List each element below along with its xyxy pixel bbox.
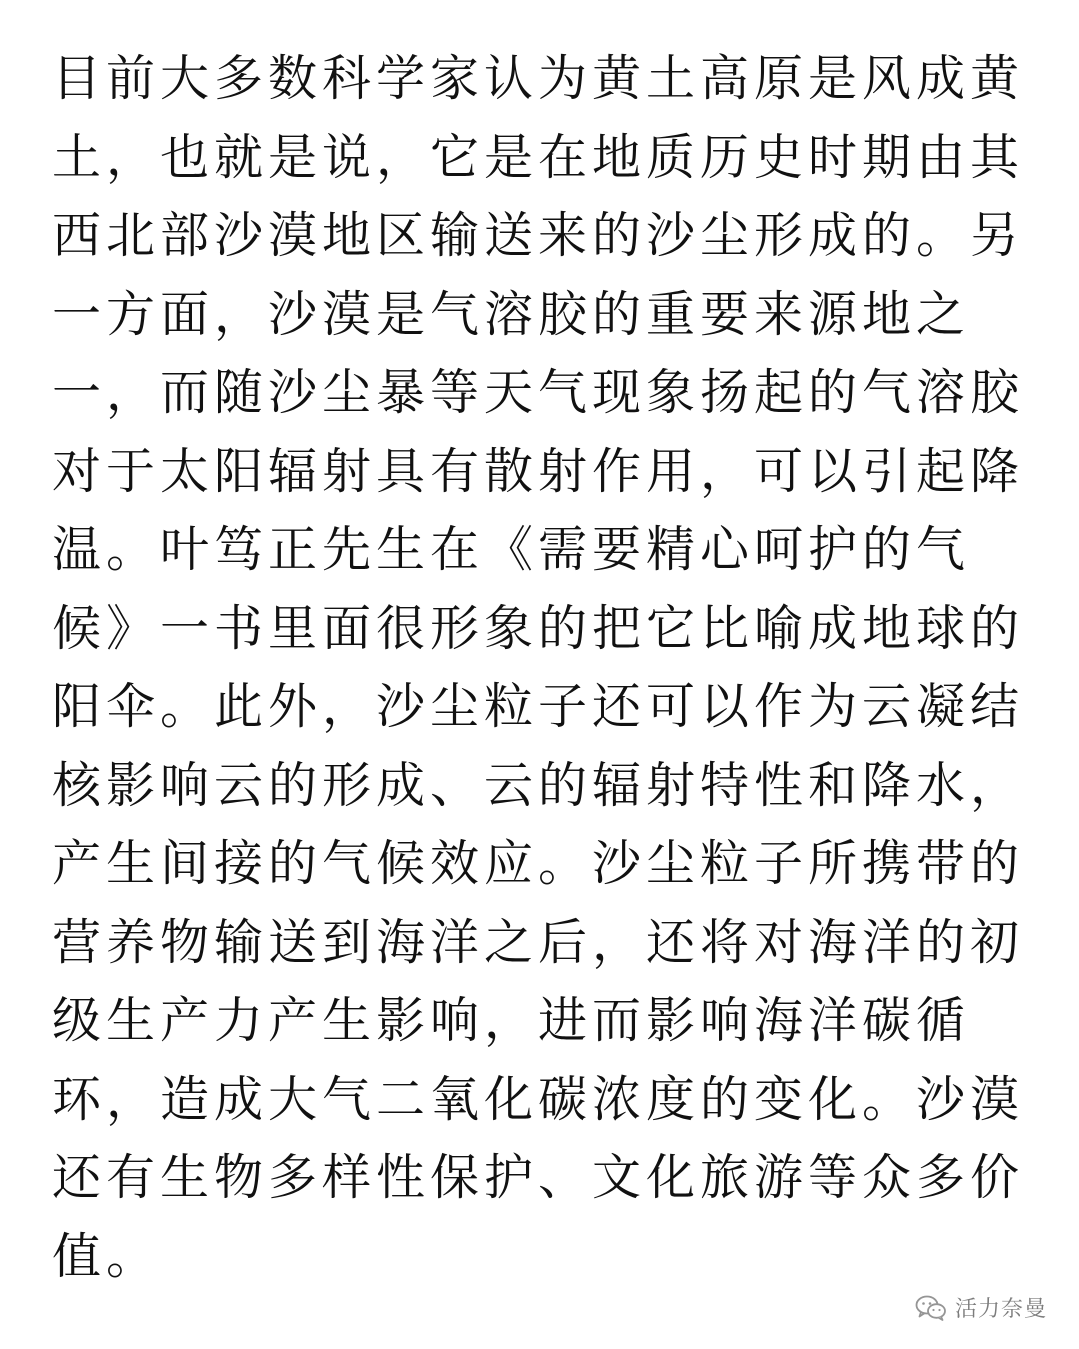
wechat-icon: [915, 1294, 947, 1322]
watermark: [915, 1292, 1047, 1323]
watermark-text: 活力奈曼: [954, 1297, 1047, 1322]
text-line: 产生间接的气候效应。沙尘粒子所携带的: [52, 835, 1025, 892]
text-line: 级生产力产生影响，进而影响海洋碳循: [52, 992, 971, 1049]
text-line: 目前大多数科学家认为黄土高原是风成黄: [52, 50, 1025, 107]
text-line: 西北部沙漠地区输送来的沙尘形成的。另: [52, 207, 1025, 264]
text-line: 阳伞。此外，沙尘粒子还可以作为云凝结: [52, 678, 1025, 735]
text-line: 对于太阳辐射具有散射作用，可以引起降: [52, 442, 1025, 500]
text-line: 一，而随沙尘暴等天气现象扬起的气溶胶: [52, 364, 1025, 421]
text-line: 温。叶笃正先生在《需要精心呵护的气: [52, 521, 971, 578]
text-line: 还有生物多样性保护、文化旅游等众多价: [52, 1149, 1025, 1206]
text-line: 值。: [52, 1227, 161, 1285]
text-line: 营养物输送到海洋之后，还将对海洋的初: [52, 913, 1025, 971]
text-line: 一方面，沙漠是气溶胶的重要来源地之: [52, 285, 971, 343]
text-line: 土，也就是说，它是在地质历史时期由其: [52, 128, 1025, 186]
text-line: 环，造成大气二氧化碳浓度的变化。沙漠: [52, 1070, 1025, 1128]
text-line: 候》一书里面很形象的把它比喻成地球的: [52, 599, 1025, 657]
article-body: [52, 40, 1032, 1296]
text-line: 核影响云的形成、云的辐射特性和降水，: [52, 756, 1025, 814]
